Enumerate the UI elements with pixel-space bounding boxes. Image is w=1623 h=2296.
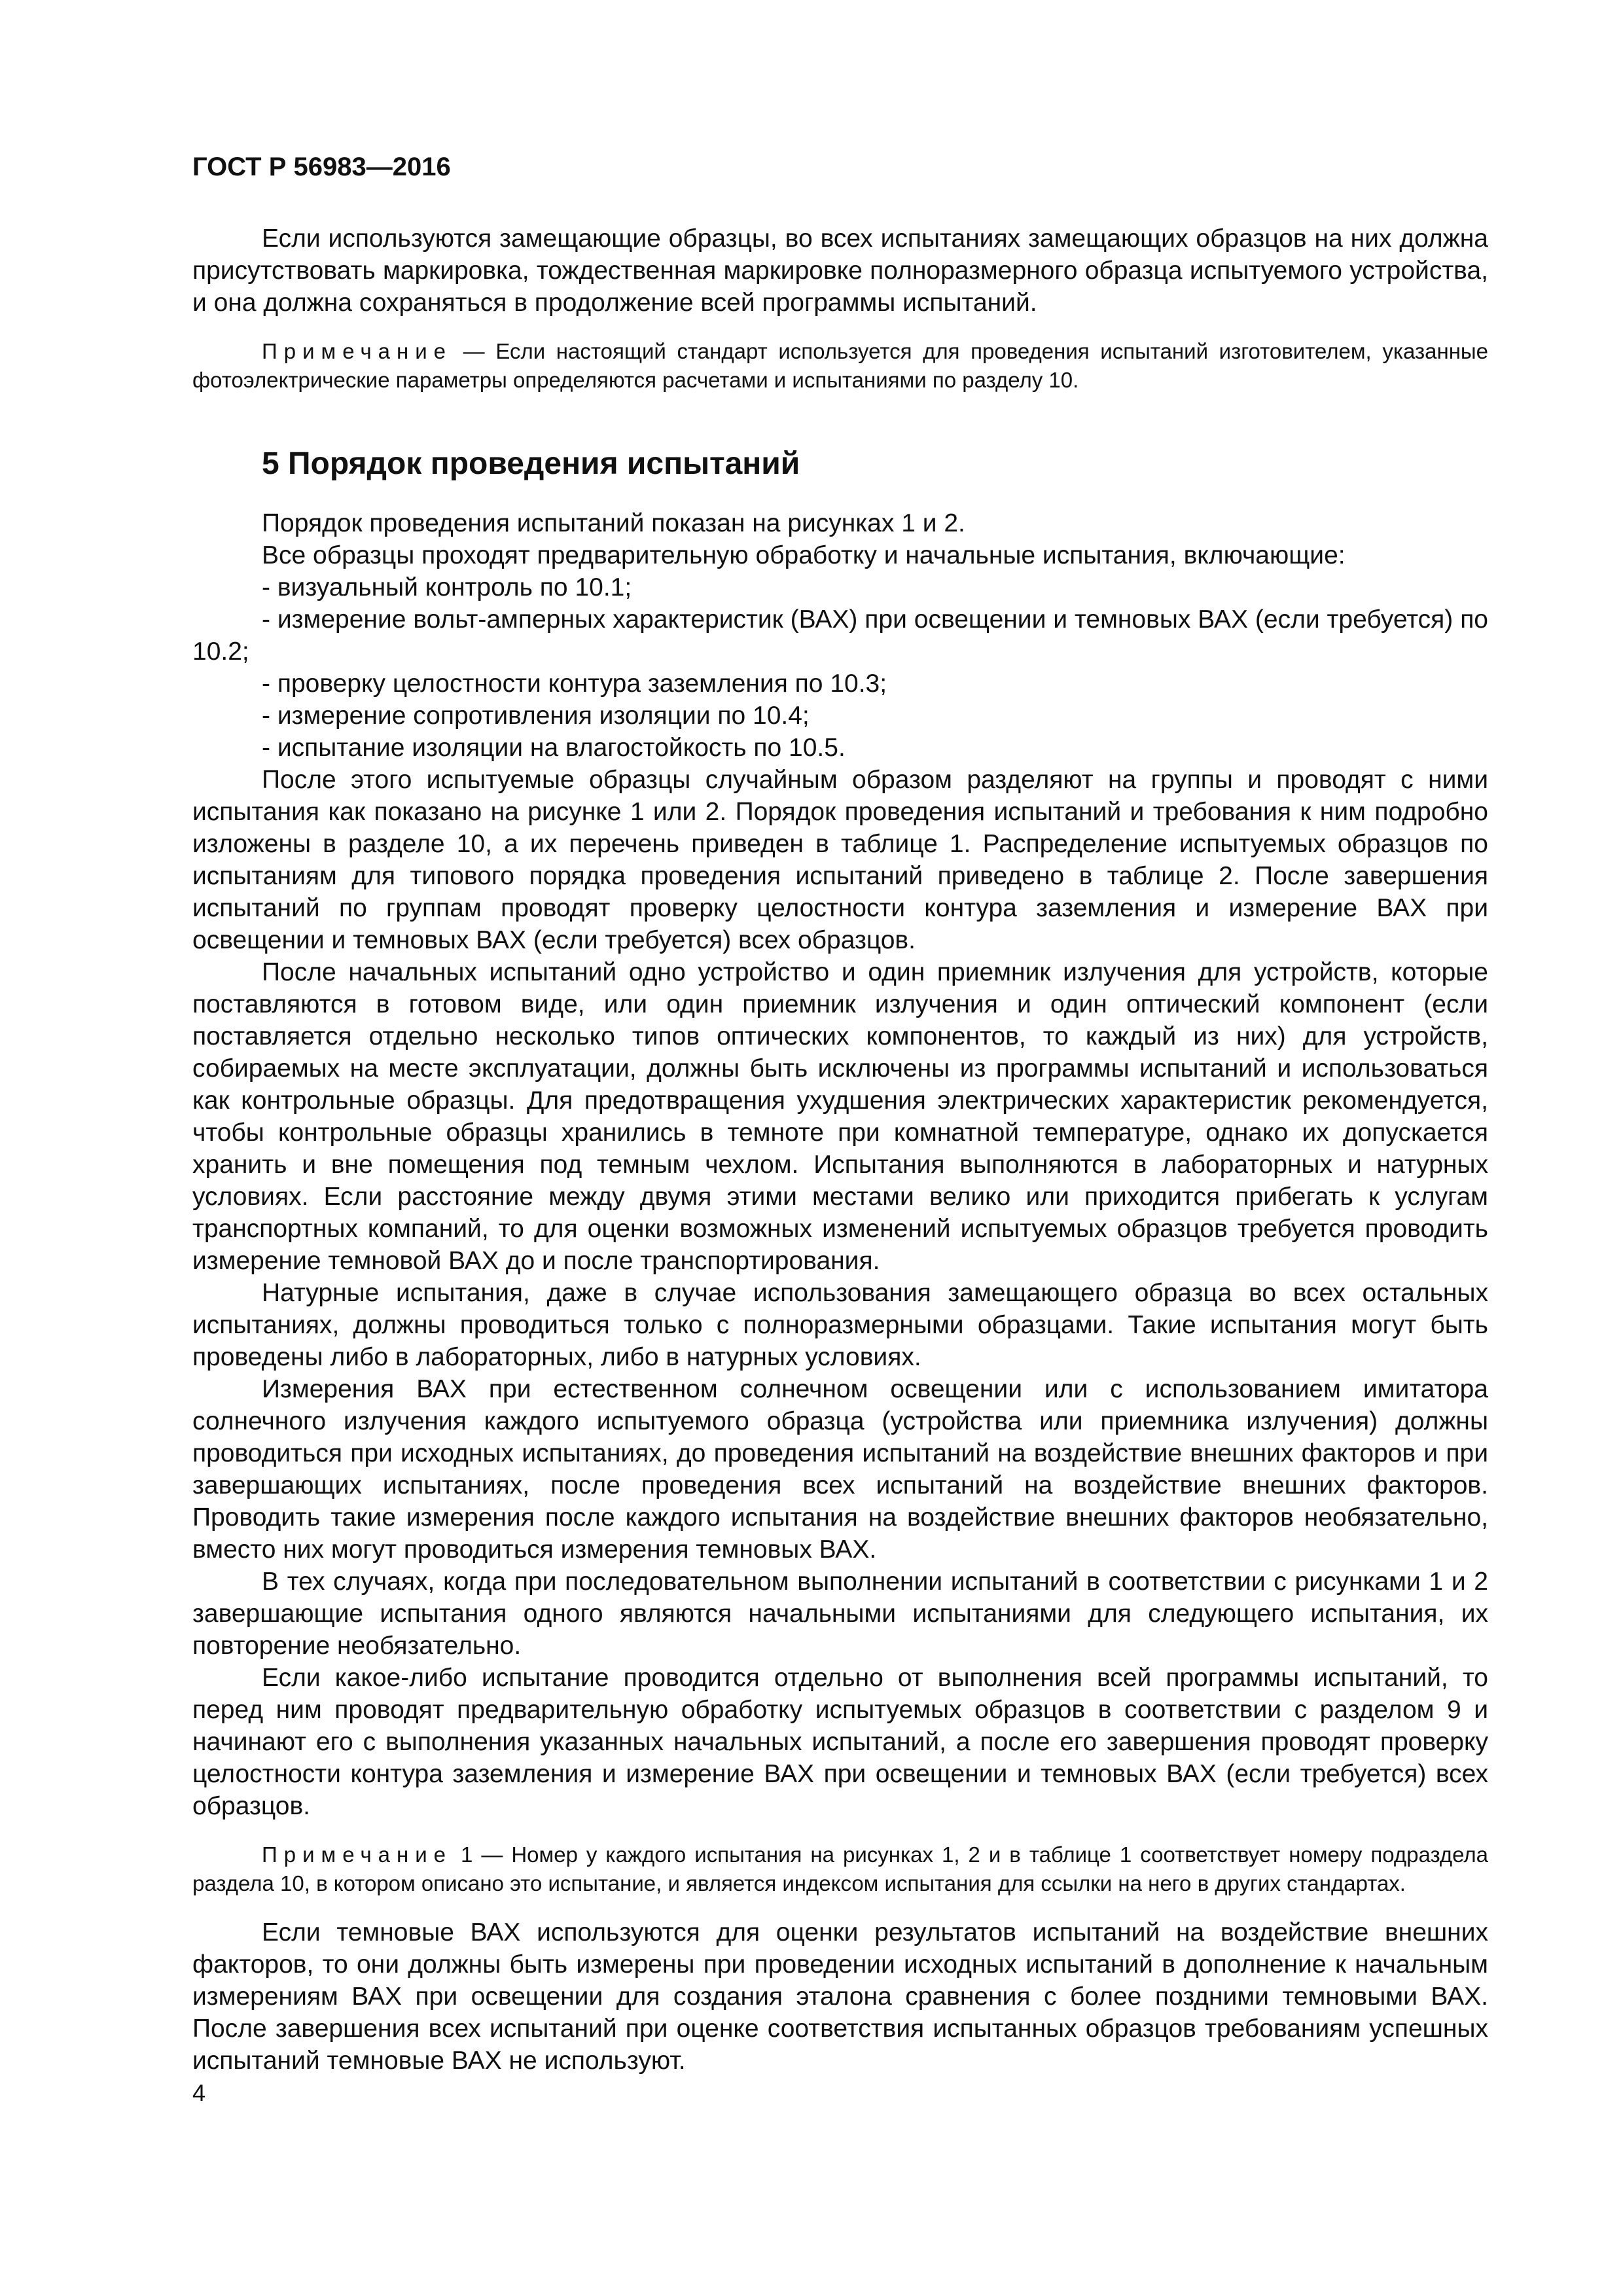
list-item: - испытание изоляции на влагостойкость по 10.5.	[262, 734, 846, 762]
paragraph-order-figures: Порядок проведения испытаний показан на рисунках 1 и 2.	[262, 509, 965, 537]
page-number: 4	[192, 2079, 206, 2106]
note-text: — Если настоящий стандарт используется для проведения испытаний изготовителем, указанные фотоэлектрические параметры определяются расчетами и испытаниями по разделу 10.	[192, 339, 1488, 392]
list-item: - измерение сопротивления изоляции по 10.4;	[262, 702, 810, 730]
paragraph-groups: После этого испытуемые образцы случайным образом разделяют на группы и проводят с ними испытания как показано на рисунке 1 или 2. Порядок проведения испытаний и требования к ним подробно изложены в разделе 10, а их перечень приведен в таблице 1. Распределение испытуемых образцов по испытаниям для типового порядка проведения испытаний приведено в таблице 2. После завершения испытаний по группам проводят проверку целостности контура заземления и измерение ВАХ при освещении и темновых ВАХ (если требуется) всех образцов.	[192, 766, 1488, 954]
paragraph-preconditioning: Все образцы проходят предварительную обработку и начальные испытания, включающие:	[262, 541, 1346, 569]
document-page	[192, 137, 1488, 2077]
paragraph-separate-test: Если какое-либо испытание проводится отдельно от выполнения всей программы испытаний, то перед ним проводят предварительную обработку испытуемых образцов в соответствии с разделом 9 и начинают его с выполнения указанных начальных испытаний, а после его завершения проводят проверку целостности контура заземления и измерение ВАХ при освещении и темновых ВАХ (если требуется) всех образцов.	[192, 1664, 1488, 1820]
paragraph-substitute-samples: Если используются замещающие образцы, во всех испытаниях замещающих образцов на них должна присутствовать маркировка, тождественная маркировке полноразмерного образца испытуемого устройства, и она должна сохраняться в продолжение всей программы испытаний.	[192, 224, 1488, 317]
initial-tests-list	[192, 571, 1488, 764]
note-manufacturer	[192, 337, 1488, 395]
document-code-header: ГОСТ Р 56983—2016	[192, 152, 451, 181]
paragraph-sequential-tests: В тех случаях, когда при последовательном выполнении испытаний в соответствии с рисунками 1 и 2 завершающие испытания одного являются начальными испытаниями для следующего испытания, их повторение необязательно.	[192, 1568, 1488, 1660]
note-test-numbering	[192, 1840, 1488, 1898]
list-item: - визуальный контроль по 10.1;	[262, 573, 632, 601]
paragraph-dark-iv: Если темновые ВАХ используются для оценки результатов испытаний на воздействие внешних факторов, то они должны быть измерены при проведении исходных испытаний в дополнение к начальным измерениям ВАХ при освещении для создания эталона сравнения с более поздними темновыми ВАХ. После завершения всех испытаний при оценке соответствия испытанных образцов требованиям успешных испытаний темновые ВАХ не используют.	[192, 1918, 1488, 2075]
paragraph-iv-measurements: Измерения ВАХ при естественном солнечном освещении или с использованием имитатора солнечного излучения каждого испытуемого образца (устройства или приемника излучения) должны проводиться при исходных испытаниях, до проведения испытаний на воздействие внешних факторов и при завершающих испытаниях, после проведения всех испытаний на воздействие внешних факторов. Проводить такие измерения после каждого испытания на воздействие внешних факторов необязательно, вместо них могут проводиться измерения темновых ВАХ.	[192, 1375, 1488, 1564]
note-text: 1 — Номер у каждого испытания на рисунках 1, 2 и в таблице 1 соответствует номеру подраздела раздела 10, в котором описано это испытание, и является индексом испытания для ссылки на него в других стандартах.	[192, 1842, 1488, 1895]
note-label: Примечание	[262, 339, 453, 363]
paragraph-outdoor-tests: Натурные испытания, даже в случае использования замещающего образца во всех остальных испытаниях, должны проводиться только с полноразмерными образцами. Такие испытания могут быть проведены либо в лабораторных, либо в натурных условиях.	[192, 1279, 1488, 1371]
list-item: - измерение вольт-амперных характеристик (ВАХ) при освещении и темновых ВАХ (если требуется) по 10.2;	[192, 605, 1488, 666]
section-title: 5 Порядок проведения испытаний	[262, 446, 800, 481]
paragraph-control-samples: После начальных испытаний одно устройство и один приемник излучения для устройств, которые поставляются в готовом виде, или один приемник излучения и один оптический компонент (если поставляется отдельно несколько типов оптических компонентов, то каждый из них) для устройств, собираемых на месте эксплуатации, должны быть исключены из программы испытаний и использоваться как контрольные образцы. Для предотвращения ухудшения электрических характеристик рекомендуется, чтобы контрольные образцы хранились в темноте при комнатной температуре, однако их допускается хранить и вне помещения под темным чехлом. Испытания выполняются в лабораторных и натурных условиях. Если расстояние между двумя этими местами велико или приходится прибегать к услугам транспортных компаний, то для оценки возможных изменений испытуемых образцов требуется проводить измерение темновой ВАХ до и после транспортирования.	[192, 958, 1488, 1275]
note-label: Примечание	[262, 1842, 453, 1867]
list-item: - проверку целостности контура заземления по 10.3;	[262, 670, 887, 698]
